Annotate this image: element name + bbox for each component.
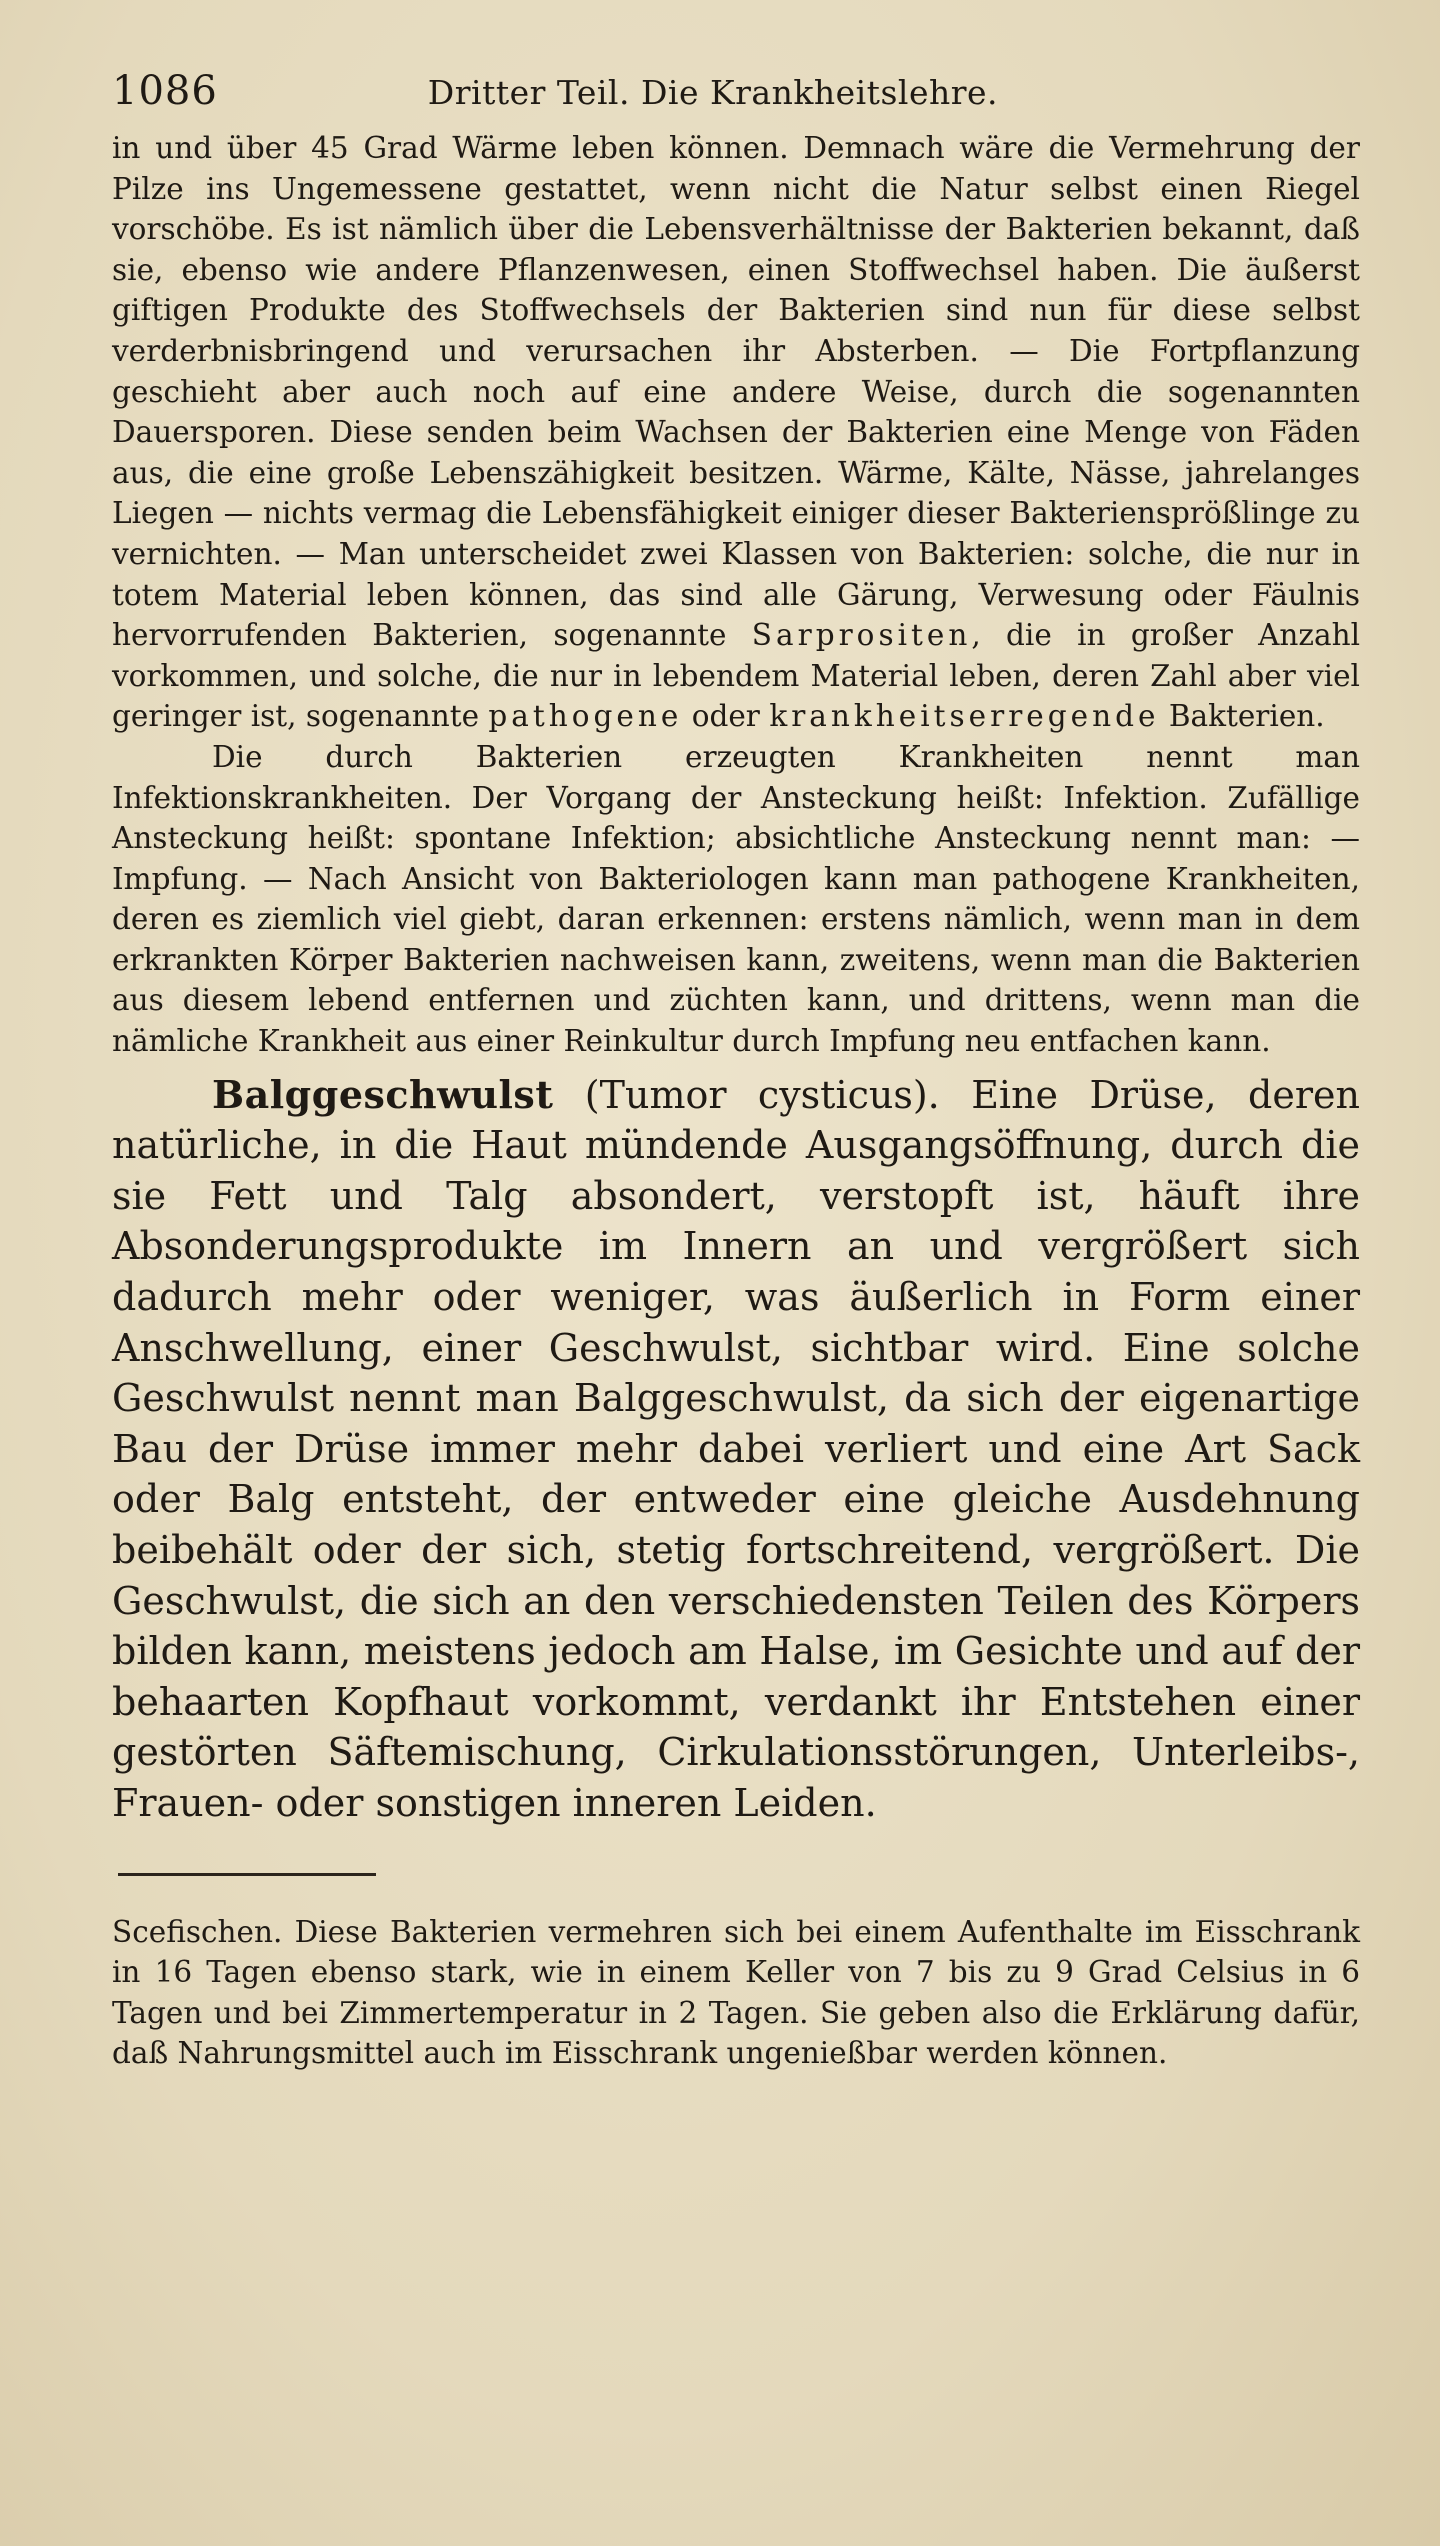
- paragraph-infection: Die durch Bakterien erzeugten Krankheiten nennt man Infektionskrankheiten. Der Vorgang der Ansteckung heißt: Infektion. Zufällige Ansteckung heißt: spontane Infektion; absichtliche Ansteckung nennt man: — Impfung. — Nach Ansicht von Bakteriologen kann man pathogene Krankheiten, deren es ziemlich viel giebt, daran erkennen: erstens nämlich, wenn man in dem erkrankten Körper Bakterien nachweisen kann, zweitens, wenn man die Bakterien aus diesem lebend entfernen und züchten kann, und drittens, wenn man die nämliche Krankheit aus einer Reinkultur durch Impfung neu entfachen kann.: [112, 739, 1360, 1059]
- footnote-text: Scefischen. Diese Bakterien vermehren sich bei einem Aufenthalte im Eisschrank in 16 Tagen ebenso stark, wie in einem Keller von 7 bis zu 9 Grad Celsius in 6 Tagen und bei Zimmertemperatur in 2 Tagen. Sie geben also die Erklärung dafür, daß Nahrungsmittel auch im Eisschrank ungenießbar werden können.: [112, 1914, 1360, 2071]
- running-head-title: Dritter Teil. Die Krankheitslehre.: [427, 73, 999, 112]
- paragraph-text: , die in großer Anzahl vorkommen, und solche, die nur in lebendem Material leben, deren Zahl aber viel geringer ist, sogenannte: [112, 618, 1360, 734]
- section-balggeschwulst: [112, 1070, 1360, 1829]
- term-pathogenic: pathogene: [488, 699, 683, 734]
- paragraph-text: in und über 45 Grad Wärme leben können. Demnach wäre die Vermehrung der Pilze ins Ungemessene gestattet, wenn nicht die Natur selbst einen Riegel vorschöbe. Es ist nämlich über die Lebensverhältnisse der Bakterien bekannt, daß sie, ebenso wie andere Pflanzenwesen, einen Stoffwechsel haben. Die äußerst giftigen Produkte des Stoffwechsels der Bakterien sind nun für diese selbst verderbnisbringend und verursachen ihr Absterben. — Die Fortpflanzung geschieht aber auch noch auf eine andere Weise, durch die sogenannten Dauersporen. Diese senden beim Wachsen der Bakterien eine Menge von Fäden aus, die eine große Lebenszähigkeit besitzen. Wärme, Kälte, Nässe, jahrelanges Liegen — nichts vermag die Lebensfähigkeit einiger dieser Bakteriensprößlinge zu vernichten. — Man unterscheidet zwei Klassen von Bakterien: solche, die nur in totem Material leben können, das sind alle Gärung, Verwesung oder Fäulnis hervorrufenden Bakterien, sogenannte: [112, 131, 1360, 653]
- paragraph-bacteria: [112, 128, 1360, 737]
- term-disease-causing: krankheitserregende: [769, 699, 1160, 734]
- term-saprophytes: Sarprositen: [751, 618, 972, 653]
- body-text-small: [112, 128, 1360, 1062]
- section-latin-name: (Tumor cysticus).: [584, 1072, 940, 1117]
- page-number: 1086: [112, 68, 218, 114]
- section-text: Eine Drüse, deren natürliche, in die Haut mündende Ausgangsöffnung, durch die sie Fett und Talg absondert, verstopft ist, häuft ihre Absonderungsprodukte im Innern an und vergrößert sich dadurch mehr oder weniger, was äußerlich in Form einer Anschwellung, einer Geschwulst, sichtbar wird. Eine solche Geschwulst nennt man Balggeschwulst, da sich der eigenartige Bau der Drüse immer mehr dabei verliert und eine Art Sack oder Balg entsteht, der entweder eine gleiche Ausdehnung beibehält oder der sich, stetig fortschreitend, vergrößert. Die Geschwulst, die sich an den verschiedensten Teilen des Körpers bilden kann, meistens jedoch am Halse, im Gesichte und auf der behaarten Kopfhaut vorkommt, verdankt ihr Entstehen einer gestörten Säftemischung, Cirkulationsstörungen, Unterleibs-, Frauen- oder sonstigen inneren Leiden.: [112, 1072, 1360, 1825]
- section-heading: Balggeschwulst: [212, 1071, 554, 1117]
- footnote-divider: [118, 1873, 376, 1876]
- paragraph-text: Bakterien.: [1168, 699, 1325, 734]
- paragraph-text: oder: [691, 699, 760, 734]
- running-head: [112, 68, 1360, 128]
- footnote: [112, 1912, 1360, 2074]
- section-paragraph: [112, 1070, 1360, 1829]
